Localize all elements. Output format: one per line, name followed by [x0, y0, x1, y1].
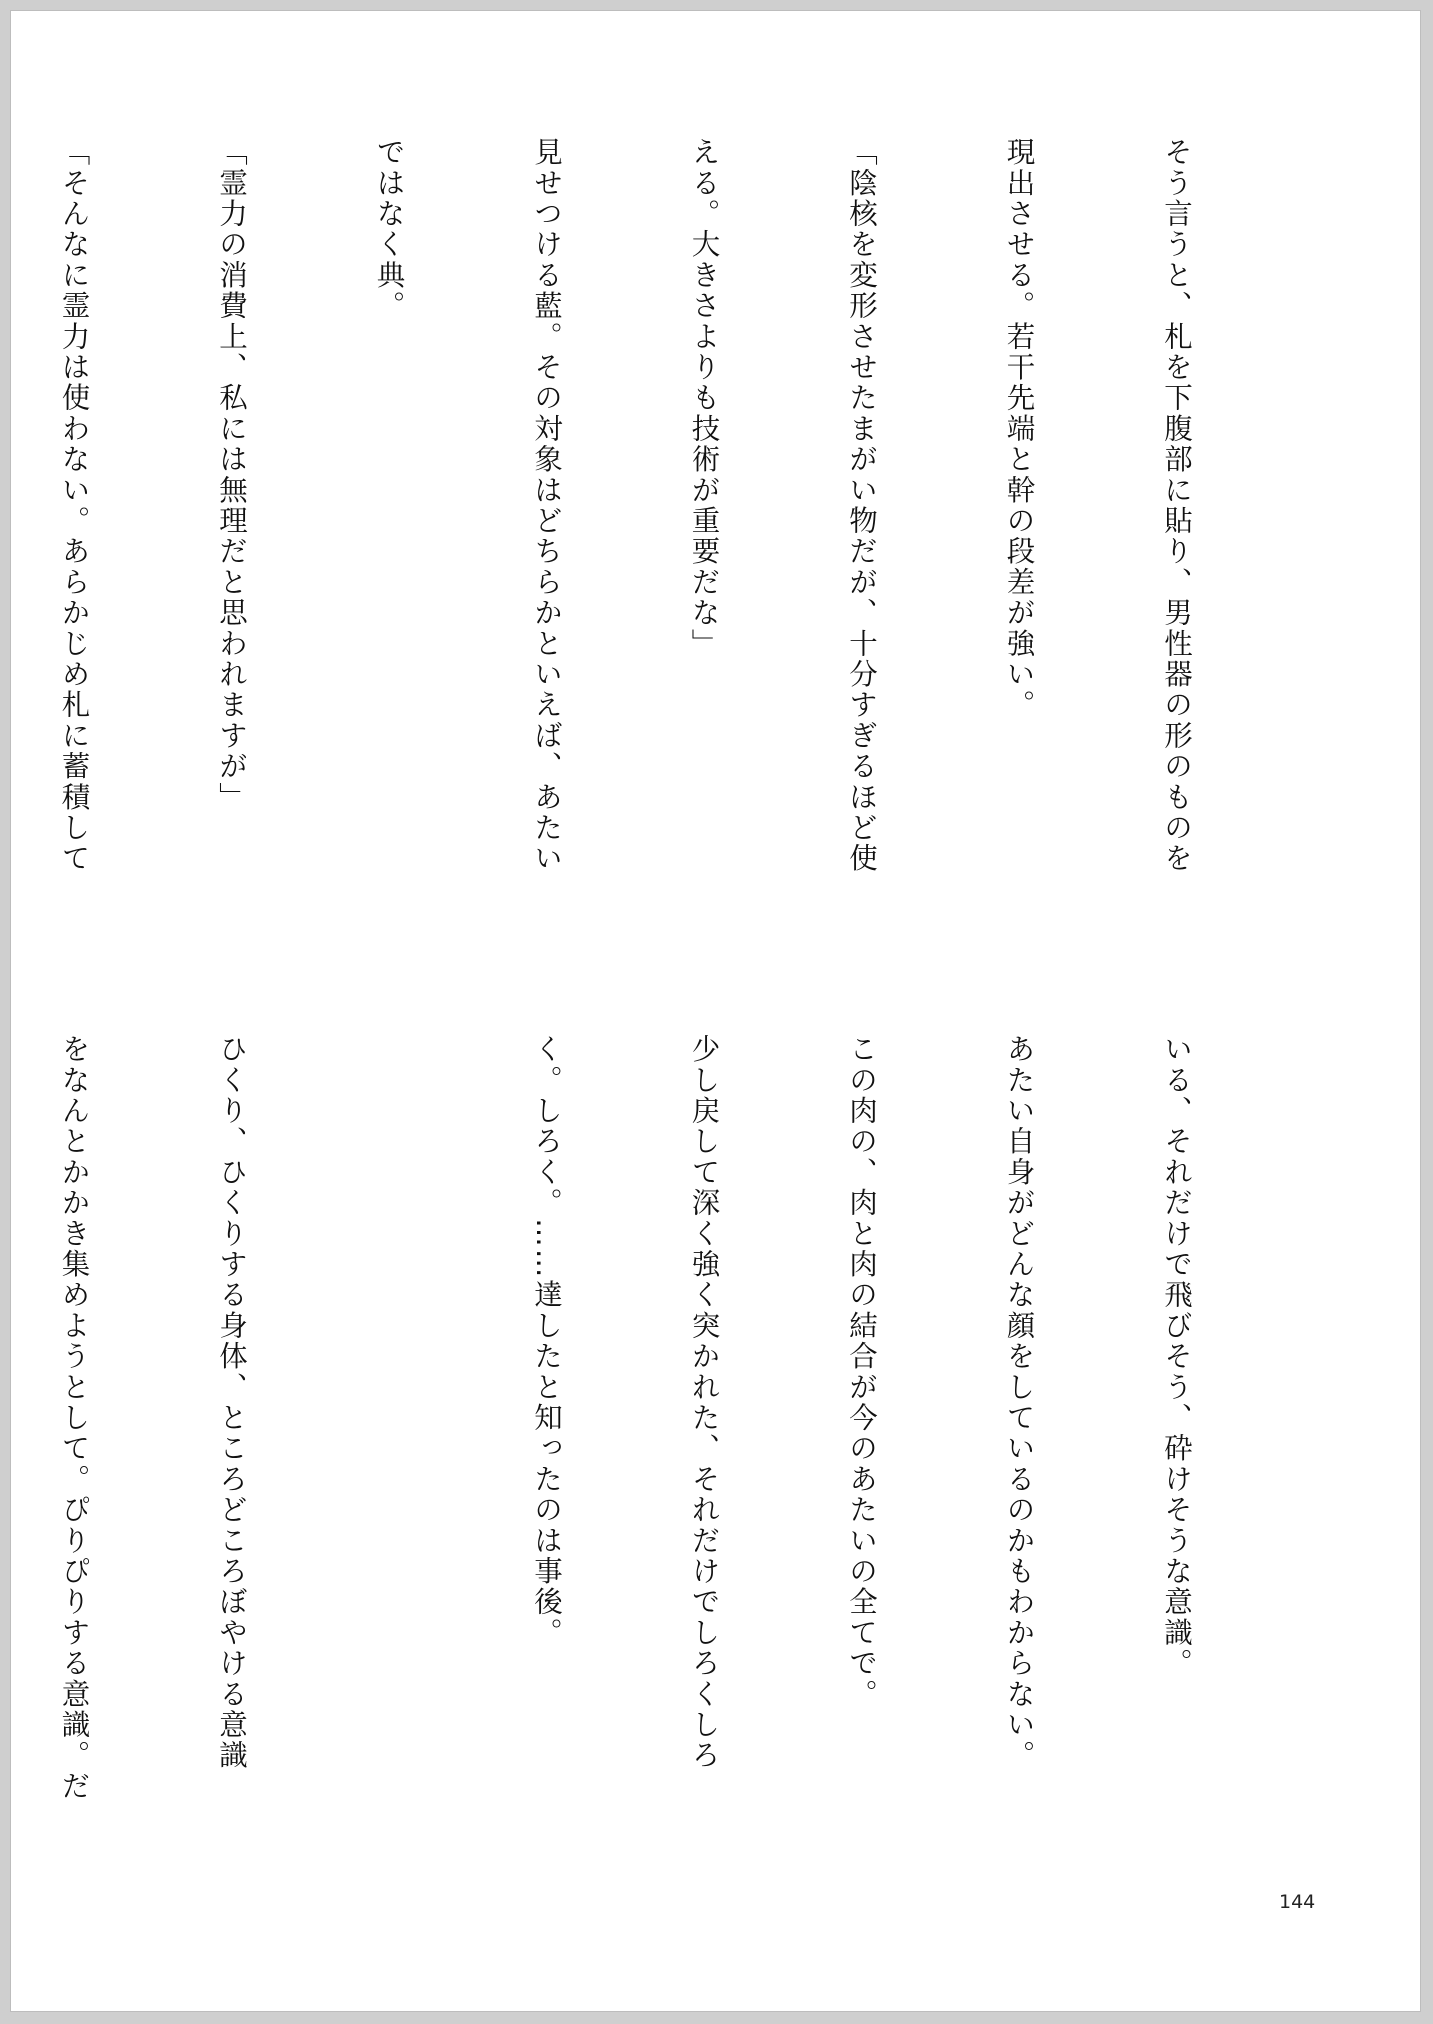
text-block-top	[0, 137, 1307, 962]
text-line: そう言うと、札を下腹部に貼り、男性器の形のものを	[1160, 137, 1193, 874]
text-line: える。大きさよりも技術が重要だな」	[687, 137, 721, 659]
text-line: 「そんなに霊力は使わない。あらかじめ札に蓄積して	[57, 137, 91, 874]
text-line: 現出させる。若干先端と幹の段差が強い。	[1002, 137, 1036, 721]
text-line: この肉の、肉と肉の結合が今のあたいの全てで。	[845, 1034, 878, 1710]
text-line: く。しろく。……達したと知ったのは事後。	[530, 1034, 563, 1648]
text-block-bottom	[0, 1034, 1307, 1859]
book-page	[10, 10, 1421, 2012]
text-line: をなんとかかき集めようとして。ぴりぴりする意識。だ	[57, 1034, 91, 1802]
blank-line	[362, 1034, 415, 1859]
text-line: 見せつける藍。その対象はどちらかといえば、あたい	[530, 137, 563, 874]
page-number: 144	[1279, 1891, 1316, 1913]
text-line: ひくり、ひくりする身体、ところどころぼやける意識	[215, 1034, 248, 1771]
text-line: ではなく典。	[372, 137, 406, 322]
text-line: いる、それだけで飛びそう、砕けそうな意識。	[1160, 1034, 1193, 1679]
text-line: 「陰核を変形させたまがい物だが、十分すぎるほど使	[845, 137, 878, 874]
text-line: あたい自身がどんな顔をしているのかもわからない。	[1002, 1034, 1036, 1771]
text-line: 少し戻して深く強く突かれた、それだけでしろくしろ	[687, 1034, 721, 1771]
text-line: 「霊力の消費上、私には無理だと思われますが」	[215, 137, 248, 813]
